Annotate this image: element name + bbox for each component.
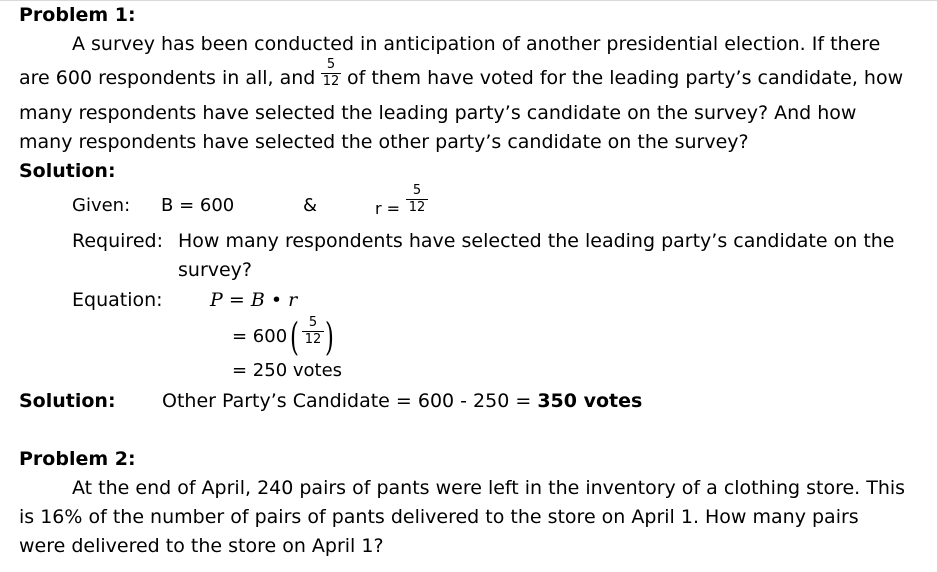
fraction-numerator: 5 <box>326 57 336 72</box>
fraction-numerator: 5 <box>308 315 318 330</box>
left-paren: ( <box>289 315 299 359</box>
problem2-line3: were delivered to the store on April 1? <box>19 535 384 557</box>
fraction-numerator: 5 <box>412 183 422 198</box>
equation-formula <box>210 288 297 312</box>
problem2-title: Problem 2: <box>19 448 136 470</box>
step1-fraction <box>302 316 324 347</box>
equation-label: Equation: <box>72 289 163 311</box>
top-border <box>0 0 937 1</box>
problem1-line2b: of them have voted for the leading party’s candidate, how <box>347 67 904 89</box>
required-line2: survey? <box>178 259 253 281</box>
eq-r: r <box>288 289 298 311</box>
eq-b: B <box>250 289 265 311</box>
eq-equals: = <box>228 289 245 311</box>
solution1-heading: Solution: <box>19 160 116 182</box>
final-solution-line <box>162 389 642 413</box>
required-line1: How many respondents have selected the leading party’s candidate on the <box>178 230 895 252</box>
final-solution-label: Solution: <box>19 390 116 412</box>
right-paren: ) <box>324 315 334 359</box>
required-label: Required: <box>72 230 163 252</box>
fraction-denominator: 12 <box>322 74 340 89</box>
given-label: Given: <box>72 195 131 216</box>
given-b: B = 600 <box>161 195 235 216</box>
problem1-line4: many respondents have selected the other party’s candidate on the survey? <box>19 131 749 153</box>
problem1-title: Problem 1: <box>19 4 136 26</box>
problem1-fraction <box>321 58 341 89</box>
problem1-line3: many respondents have selected the leading party’s candidate on the survey? And how <box>19 102 857 124</box>
step1-prefix: = 600 <box>232 326 288 347</box>
fraction-denominator: 12 <box>408 200 426 215</box>
fraction-denominator: 12 <box>304 332 322 347</box>
problem1-line1: A survey has been conducted in anticipation of another presidential election. If there <box>72 33 881 55</box>
step2: = 250 votes <box>232 360 343 381</box>
eq-p: P <box>210 289 223 311</box>
problem1-line2a: are 600 respondents in all, and <box>19 67 316 89</box>
final-solution-text: Other Party’s Candidate = 600 - 250 = <box>162 390 538 412</box>
eq-dot: • <box>270 289 283 311</box>
final-solution-answer: 350 votes <box>537 390 643 412</box>
problem2-line2: is 16% of the number of pairs of pants delivered to the store on April 1. How many pairs <box>19 506 859 528</box>
given-ampersand: & <box>303 195 318 216</box>
given-r: r = <box>375 199 401 218</box>
given-r-fraction <box>406 184 428 215</box>
problem2-line1: At the end of April, 240 pairs of pants were left in the inventory of a clothing store. This <box>72 477 906 499</box>
